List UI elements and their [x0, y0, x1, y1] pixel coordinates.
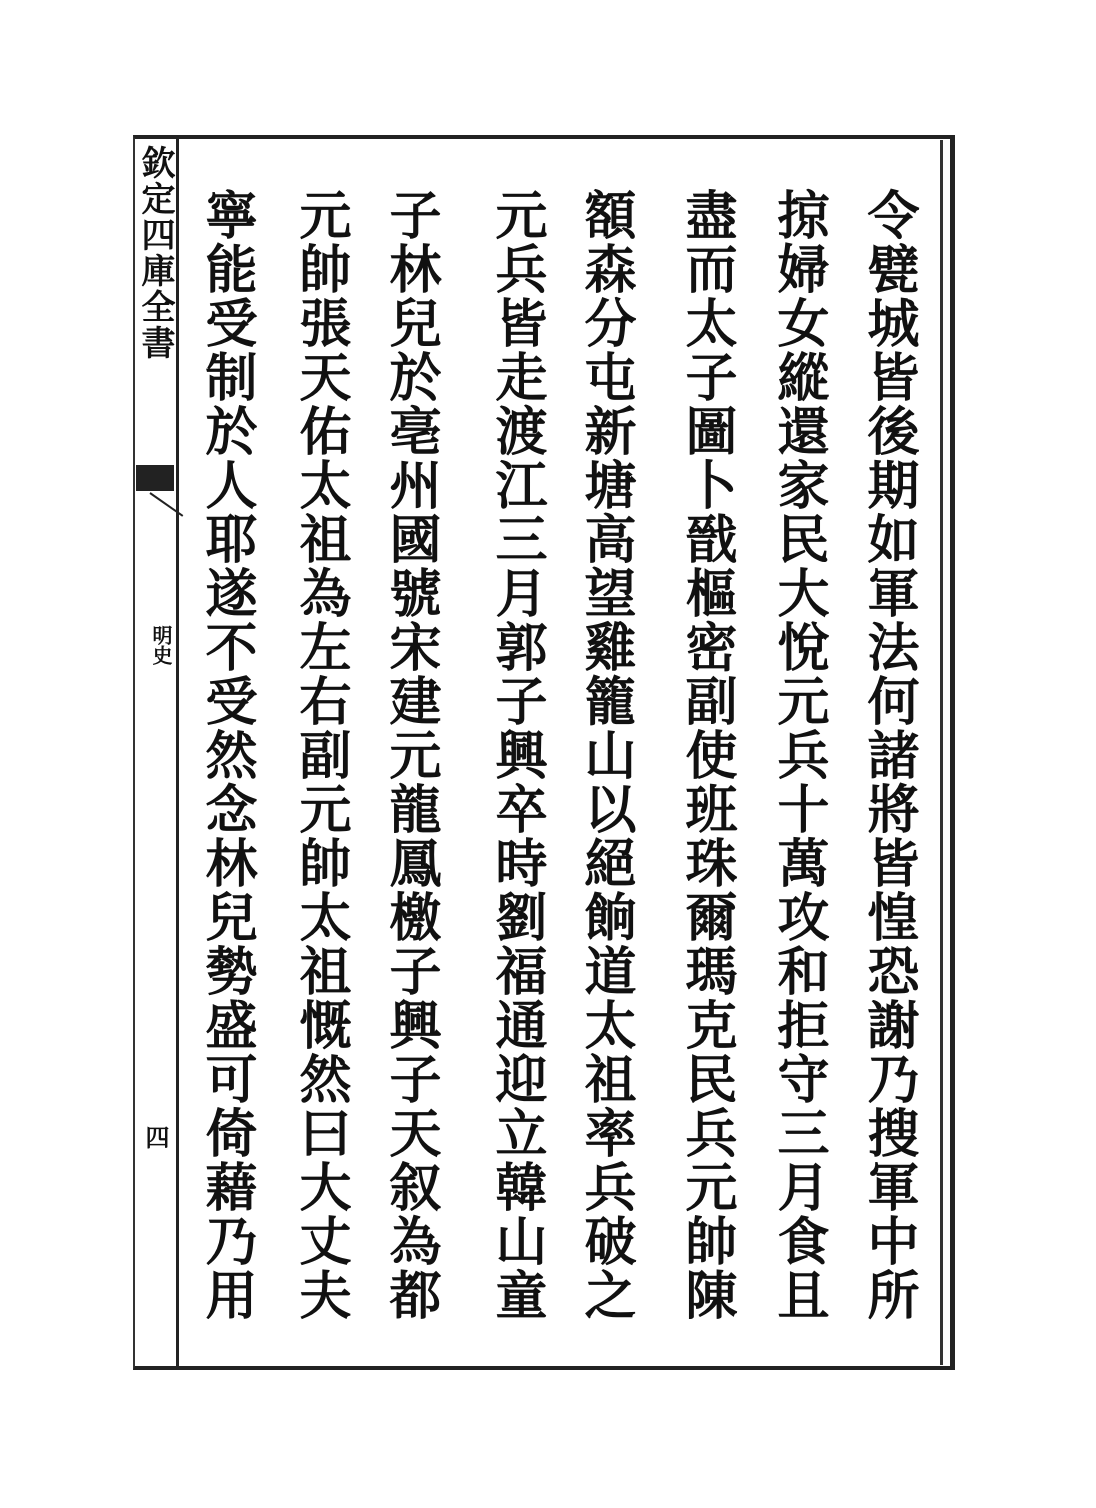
text-column-2: 掠婦女縱還家民大悅元兵十萬攻和拒守三月食且	[768, 188, 829, 1322]
text-column-6: 子林兒於亳州國號宋建元龍鳳檄子興子天叙為都	[380, 188, 441, 1322]
text-column-3: 盡而太子圖卜戩樞密副使班珠爾瑪克民兵元帥陳	[676, 188, 737, 1322]
margin-page-number: 四	[141, 1125, 170, 1149]
text-column-8: 寧能受制於人耶遂不受然念林兒勢盛可倚藉乃用	[196, 188, 257, 1322]
margin-collection-title: 欽定四庫全書	[135, 145, 175, 361]
text-column-5: 元兵皆走渡江三月郭子興卒時劉福通迎立韓山童	[486, 188, 547, 1322]
text-column-1: 令甓城皆後期如軍法何諸將皆惶恐謝乃搜軍中所	[858, 188, 919, 1322]
margin-divider	[176, 137, 179, 1367]
border-inner-line	[940, 140, 943, 1365]
fishtail-mark	[136, 465, 174, 491]
text-column-7: 元帥張天佑太祖為左右副元帥太祖慨然曰大丈夫	[290, 188, 351, 1322]
text-column-4: 額森分屯新塘高望雞籠山以絕餉道太祖率兵破之	[575, 188, 636, 1322]
margin-book-title: 明史	[149, 625, 173, 665]
